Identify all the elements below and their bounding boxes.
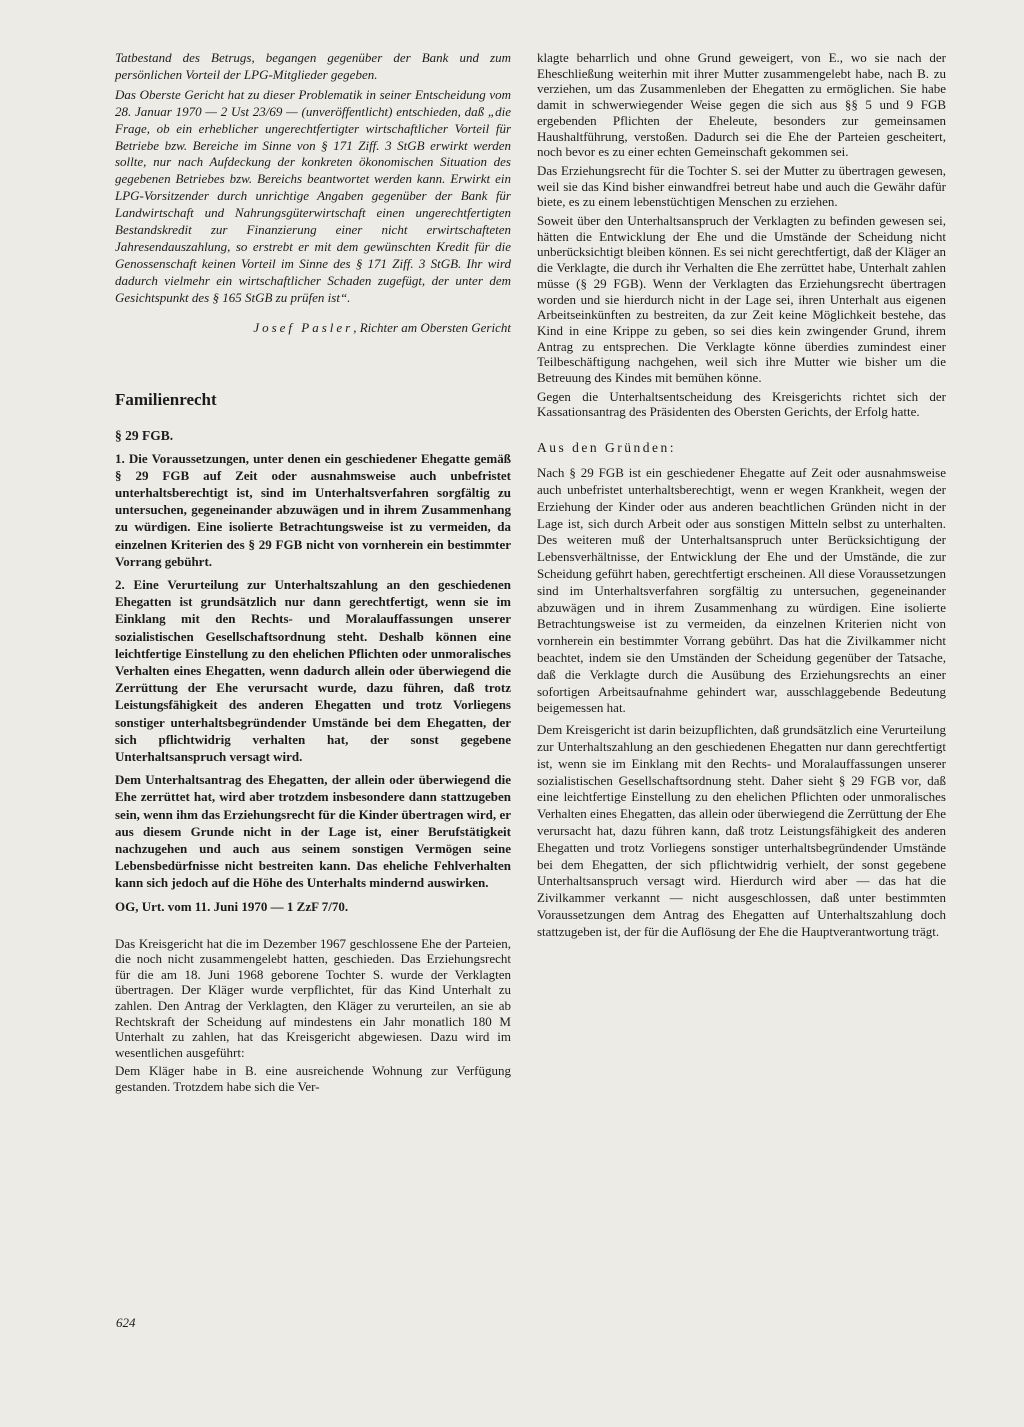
right-paragraph-2: Das Erziehungsrecht für die Tochter S. sei der Mutter zu übertragen gewesen, weil sie das Kind bisher einwandfrei betreut habe und auch die Gewähr dafür biete, es zu einem lebenstüchtigen Menschen zu erziehen. <box>537 162 946 210</box>
decision-reference: OG, Urt. vom 11. Juni 1970 — 1 ZzF 7/70. <box>115 898 349 914</box>
headnote-1: 1. Die Voraussetzungen, unter denen ein geschiedener Ehegatte gemäß § 29 FGB auf Zeit oder ausnahmsweise auch unbefristet unterhaltsberechtigt ist, sind im Unterhaltsverfahren sorgfältig zu untersuchen, gegeneinander abzuwägen und in ihrem Zusammenhang zu würdigen. Eine isolierte Betrachtungsweise ist zu vermeiden, da einzelnen Kriterien des § 29 FGB nicht von vornherein ein bestimmter Vorrang gebührt. <box>115 450 511 569</box>
body-paragraph-1: Das Kreisgericht hat die im Dezember 1967 geschlossene Ehe der Parteien, die noch nicht zusammengelebt hatten, geschieden. Das Erziehungsrecht für die am 18. Juni 1968 geborene Tochter S. wurde der Verklagten übertragen. Der Kläger wurde verpflichtet, für das Kind Unterhalt zu zahlen. Den Antrag der Verklagten, den Kläger zu verurteilen, an sie ab Rechtskraft der Scheidung auf mindestens ein Jahr monatlich 180 M Unterhalt zu zahlen, hat das Kreisgericht abgewiesen. Dazu wird im wesentlichen ausgeführt: <box>115 935 511 1060</box>
author-title: , Richter am Obersten Gericht <box>353 319 511 335</box>
intro-paragraph-2: Das Oberste Gericht hat zu dieser Problematik in seiner Entscheidung vom 28. Januar 1970 — 2 Ust 23/69 — (unveröffentlicht) entschieden, daß „die Frage, ob ein erheblicher ungerechtfertigter wirtschaftlicher Vorteil für Betriebe bzw. Bereiche im Sinne von § 171 Ziff. 3 StGB erwirkt werden sollte, nur nach Aufdeckung der konkreten ökonomischen Situation des gegebenen Betriebes bzw. Bereichs beantwortet werden kann. Erwirkt ein LPG-Vorsitzender durch unrichtige Angaben gegenüber der Bank für Landwirtschaft und Nahrungsgüterwirtschaft einen ungerechtfertigten Bestandskredit zur Finanzierung einer nicht erwirtschafteten Jahresendauszahlung, so erstrebt er mit dem gewünschten Kredit für die Genossenschaft keinen Vorteil im Sinne des § 171 Ziff. 3 StGB. Ihr wird dadurch vielmehr ein wirtschaftlicher Schaden zugefügt, der unter dem Gesichtspunkt des § 165 StGB zu prüfen ist“. <box>115 86 511 305</box>
intro-paragraph-1: Tatbestand des Betrugs, begangen gegenüber der Bank und zum persönlichen Vorteil der LPG-Mitglieder gegeben. <box>115 50 511 82</box>
right-paragraph-6: Dem Kreisgericht ist darin beizupflichten, daß grundsätzlich eine Verurteilung zur Unterhaltszahlung an den geschiedenen Ehegatten nur dann gerechtfertigt ist, wenn sie im Einklang mit den Rechts- und Moralauffassungen unserer sozialistischen Gesellschaftsordnung steht. Daher sieht § 29 FGB vor, daß eine leichtfertige Einstellung zu den ehelichen Pflichten oder unmoralisches Verhalten eines Ehegatten, das allein oder überwiegend die Zerrüttung der Ehe verursacht hat, dazu führen kann, daß trotz Leistungsfähigkeit des anderen Ehegatten und trotz Vorliegens sonstiger unterhaltsbegründender Umstände bei dem Ehegatten, der sich pflichtwidrig verhielt, der sonst gegebene Unterhaltsanspruch versagt wird. Hierdurch wird aber — das hat die Zivilkammer verkannt — nicht ausgeschlossen, daß unter bestimmten Voraussetzungen dem Antrag des Ehegatten auf Unterhaltszahlung doch stattzugeben ist, der für die Auflösung der Ehe die Hauptverantwortung trägt. <box>537 722 946 939</box>
right-paragraph-5: Nach § 29 FGB ist ein geschiedener Ehegatte auf Zeit oder ausnahmsweise auch unbefristet unterhaltsberechtigt, wenn er wegen Krankheit, wegen der Erziehung der Kinder oder aus anderen beachtlichen Gründen nicht in der Lage ist, sich durch Arbeit oder aus sonstigen Mitteln selbst zu unterhalten. Des weiteren muß der Unterhaltsanspruch unter Berücksichtigung der Lebensverhältnisse, der Entwicklung der Ehe und der Umstände, die zur Scheidung geführt haben, gerechtfertigt erscheinen. All diese Voraussetzungen sind im Unterhaltsverfahren sorgfältig zu untersuchen, gegeneinander abzuwägen und in ihrem Zusammenhang zu würdigen. Eine isolierte Betrachtungsweise ist zu vermeiden, da einzelnen Kriterien nicht von vornherein ein bestimmter Vorrang gebührt. Das hat die Zivilkammer nicht beachtet, indem sie den Umständen der Scheidung gegenüber der Tatsache, daß die Verklagte durch die Ausübung des Erziehungsrechts an einer sofortigen Arbeitsaufnahme gehindert war, ausschlaggebende Bedeutung beigemessen hat. <box>537 465 946 716</box>
headnote-3: Dem Unterhaltsantrag des Ehegatten, der allein oder überwiegend die Ehe zerrüttet hat, wird aber trotzdem insbesondere dann stattzugeben sein, wenn ihm das Erziehungsrecht für die Kinder übertragen wird, er aus diesem Grunde nicht in der Lage ist, einer Berufstätigkeit nachzugehen und auch aus seinem sonstigen Vermögen seine Lebensbedürfnisse nicht bestreiten kann. Das eheliche Fehlverhalten kann sich jedoch auf die Höhe des Unterhalts mindernd auswirken. <box>115 772 511 891</box>
author-signature <box>115 319 511 336</box>
right-column <box>537 50 946 940</box>
page-number: 624 <box>116 1315 136 1330</box>
statute-subheading: § 29 FGB. <box>115 427 174 443</box>
left-column <box>115 50 511 1095</box>
headnote-2: 2. Eine Verurteilung zur Unterhaltszahlung an den geschiedenen Ehegatten ist grundsätzlich nur dann gerechtfertigt, wenn sie im Einklang mit den Rechts- und Moralauffassungen unserer sozialistischen Gesellschaftsordnung steht. Deshalb können eine leichtfertige Einstellung zu den ehelichen Pflichten oder unmoralisches Verhalten eines Ehegatten, wenn dadurch allein oder überwiegend die Zerrüttung der Ehe verursacht wurde, dazu führen, daß trotz Leistungsfähigkeit des anderen Ehegatten und trotz Vorliegens sonstiger unterhaltsbegründender Umstände bei dem Ehegatten, der sich pflichtwidrig verhalten hat, der sonst gegebene Unterhaltsanspruch versagt wird. <box>115 577 511 765</box>
author-name: Josef Pasler <box>253 319 354 335</box>
right-paragraph-3: Soweit über den Unterhaltsanspruch der Verklagten zu befinden gewesen sei, hätten die Entwicklung der Ehe und die Umstände der Scheidung nicht unberücksichtigt bleiben können. Es sei nicht gerechtfertigt, daß der Kläger an die Verklagte, die durch ihr Verhalten die Ehe zerrüttet habe, Unterhalt zahlen müsse (§ 29 FGB). Wenn der Verklagten das Erziehungsrecht übertragen worden und sie hierdurch nicht in der Lage sei, ihren Unterhalt aus eigenen Arbeitseinkünften zu bestreiten, da zur Zeit keine Möglichkeit bestehe, das Kind in eine Krippe zu geben, so sei dies kein zwingender Grund, ihrem Antrag zu entsprechen. Die Verklagte könne überdies zumindest einer Teilbeschäftigung nachgehen, weil sich ihre Mutter wie bisher um die Betreuung des Kindes mit bemühen könne. <box>537 213 946 386</box>
right-paragraph-1: klagte beharrlich und ohne Grund geweigert, von E., wo sie nach der Eheschließung weiterhin mit ihrer Mutter zusammengelebt habe, nach B. zu verziehen, um das Zusammenleben der Ehegatten zu ermöglichen. Sie habe damit in schwerwiegender Weise gegen die sich aus §§ 5 und 9 FGB ergebenden Pflichten der Eheleute, besonders zur gemeinsamen Haushaltführung, verstoßen. Dadurch sei die Ehe der Parteien gescheitert, noch bevor es zu einer echten Gemeinschaft gekommen sei. <box>537 50 946 160</box>
body-paragraph-2: Dem Kläger habe in B. eine ausreichende Wohnung zur Verfügung gestanden. Trotzdem habe sich die Ver- <box>115 1063 511 1095</box>
right-paragraph-4: Gegen die Unterhaltsentscheidung des Kreisgerichts richtet sich der Kassationsantrag des Präsidenten des Obersten Gerichts, der Erfolg hatte. <box>537 388 946 420</box>
grounds-heading: Aus den Gründen: <box>537 440 676 456</box>
section-heading: Familienrecht <box>115 389 217 409</box>
